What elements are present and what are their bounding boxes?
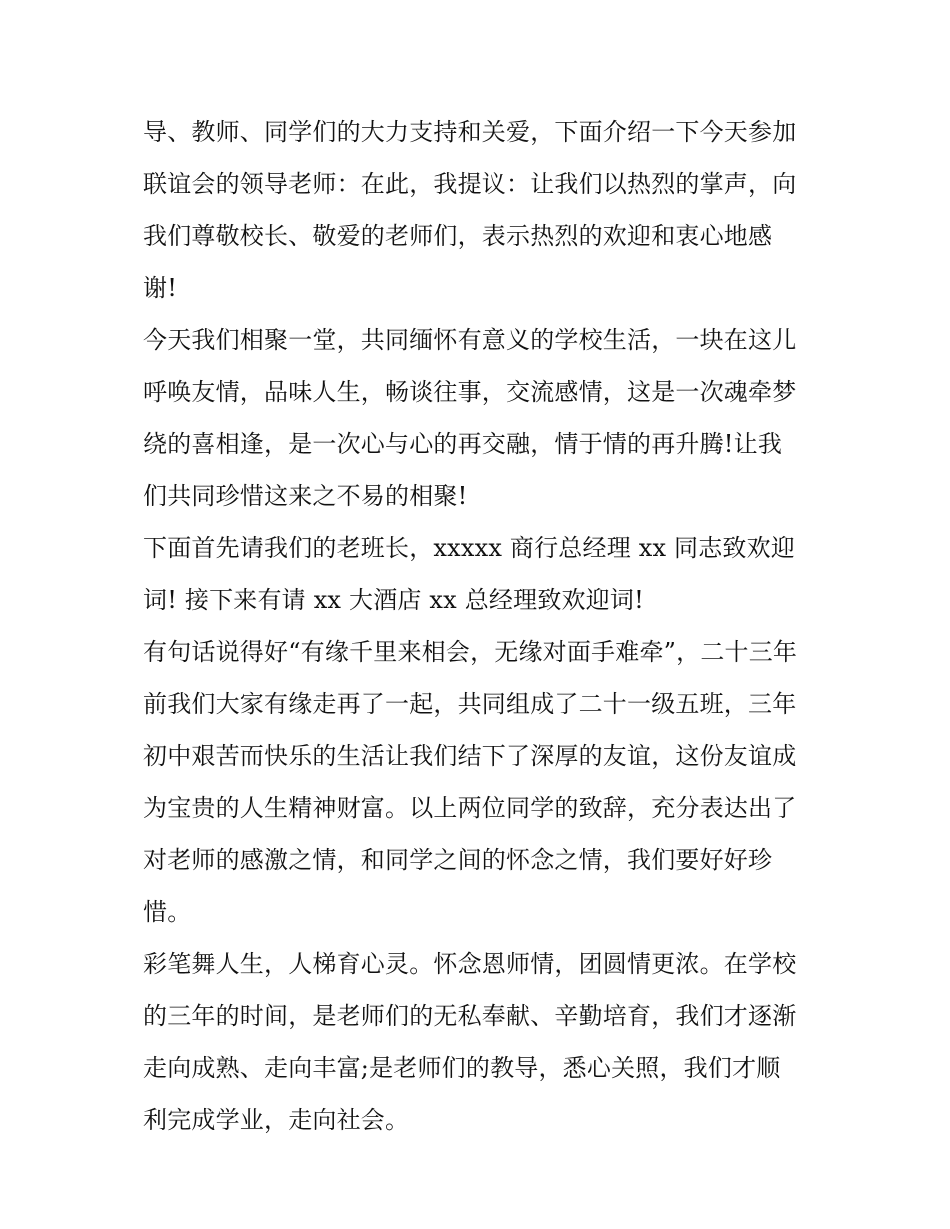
text-line: 走向成熟、走向丰富;是老师们的教导，悉心关照，我们才顺: [143, 1054, 781, 1082]
text-line: 利完成学业，走向社会。: [143, 1106, 410, 1134]
text-line: 的三年的时间，是老师们的无私奉献、辛勤培育，我们才逐渐: [143, 1002, 797, 1030]
text-line: 惜。: [143, 898, 192, 926]
text-line: 谢!: [143, 274, 178, 302]
text-line: 词! 接下来有请 xx 大酒店 xx 总经理致欢迎词!: [143, 586, 644, 614]
text-line: 联谊会的领导老师：在此，我提议：让我们以热烈的掌声，向: [143, 170, 797, 198]
text-line: 们共同珍惜这来之不易的相聚!: [143, 482, 468, 510]
text-line: 今天我们相聚一堂，共同缅怀有意义的学校生活，一块在这儿: [143, 326, 797, 354]
text-line: 下面首先请我们的老班长，xxxxx 商行总经理 xx 同志致欢迎: [143, 534, 796, 562]
text-line: 对老师的感激之情，和同学之间的怀念之情，我们要好好珍: [143, 846, 773, 874]
document-body: [143, 106, 823, 1146]
text-line: 彩笔舞人生，人梯育心灵。怀念恩师情，团圆情更浓。在学校: [143, 950, 797, 978]
text-line: 初中艰苦而快乐的生活让我们结下了深厚的友谊，这份友谊成: [143, 742, 797, 770]
text-line: 导、教师、同学们的大力支持和关爱，下面介绍一下今天参加: [143, 118, 797, 146]
text-line: 前我们大家有缘走再了一起，共同组成了二十一级五班，三年: [143, 690, 797, 718]
text-line: 有句话说得好“有缘千里来相会，无缘对面手难牵”，二十三年: [143, 638, 798, 666]
text-line: 绕的喜相逢，是一次心与心的再交融，情于情的再升腾!让我: [143, 430, 783, 458]
text-line: 为宝贵的人生精神财富。以上两位同学的致辞，充分表达出了: [143, 794, 797, 822]
text-line: 呼唤友情，品味人生，畅谈往事，交流感情，这是一次魂牵梦: [143, 378, 797, 406]
text-line: 我们尊敬校长、敬爱的老师们，表示热烈的欢迎和衷心地感: [143, 222, 773, 250]
